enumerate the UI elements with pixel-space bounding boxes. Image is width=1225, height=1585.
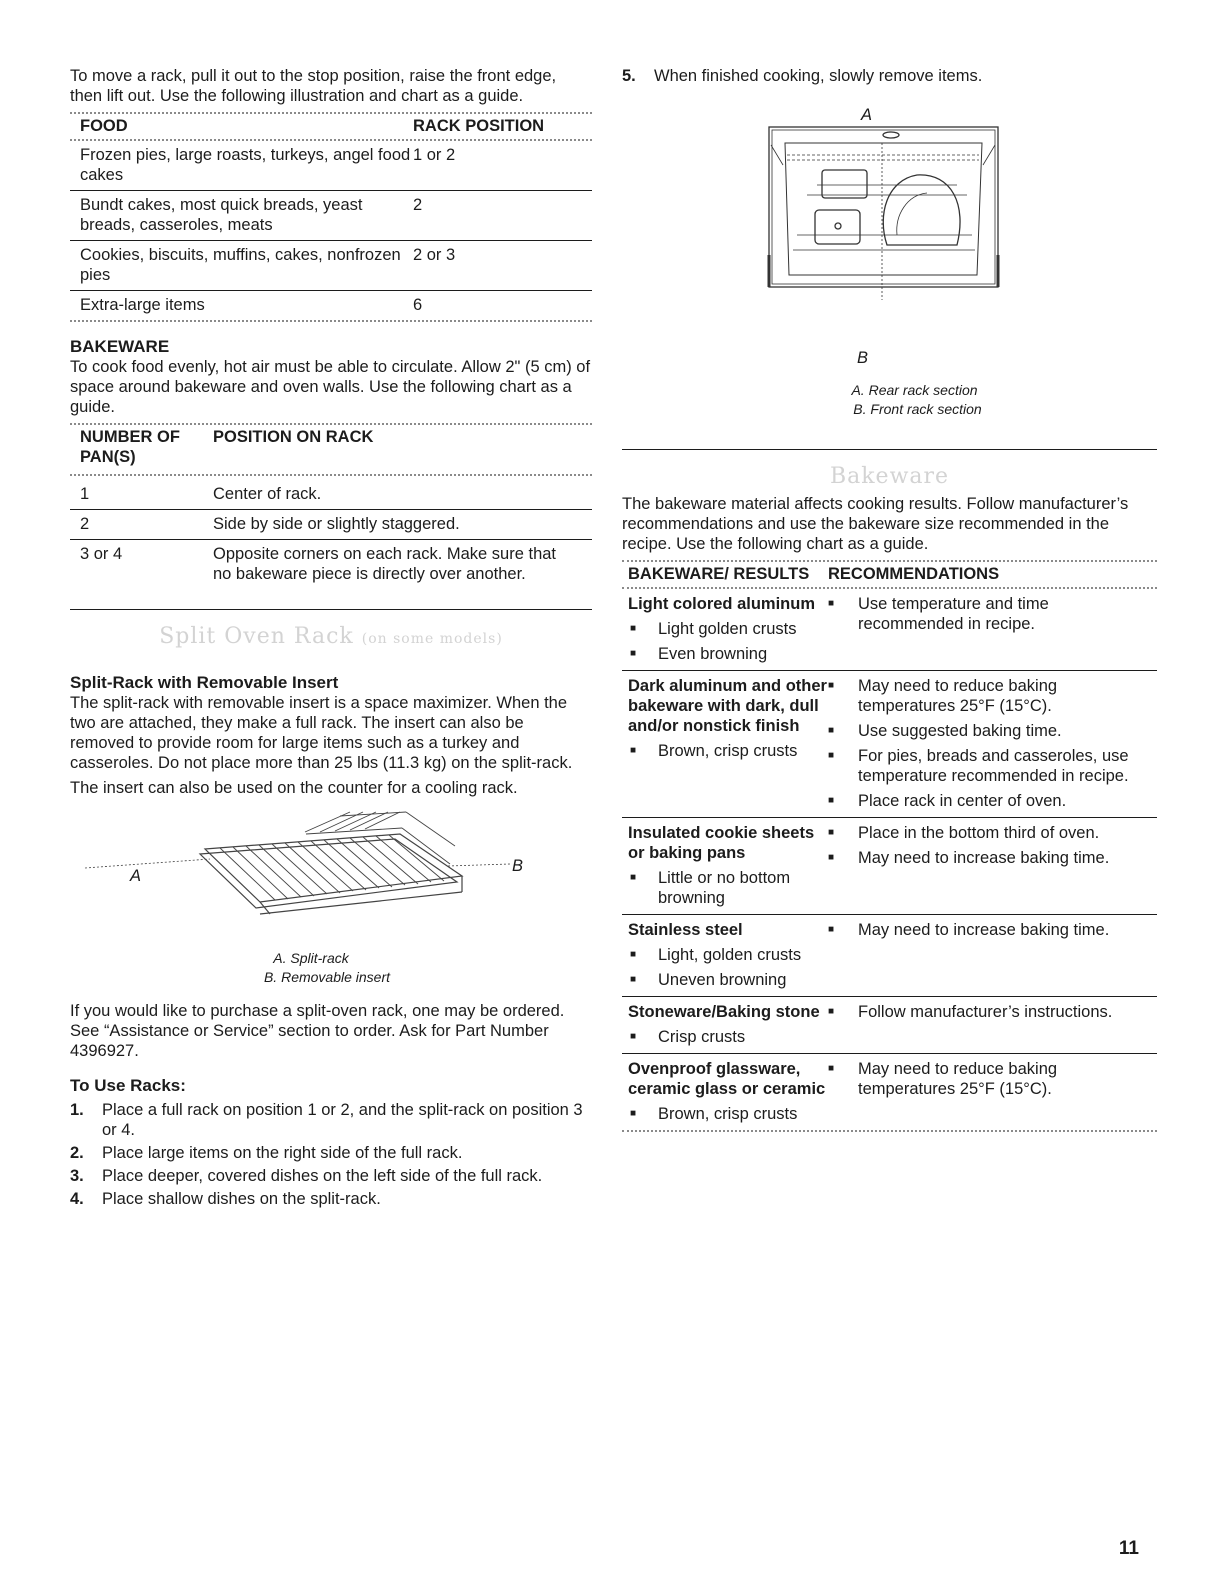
table-row (70, 476, 592, 509)
recommendation-item (828, 920, 1151, 940)
bullet-icon: ■ (828, 827, 835, 838)
bullet-icon: ■ (630, 1108, 637, 1119)
table-row (622, 589, 1157, 670)
recommendation-text: Use suggested baking time. (858, 722, 1062, 740)
bakeware-name: Stainless steel (628, 921, 743, 939)
steps-list-continued (622, 66, 1157, 86)
bullet-icon: ■ (828, 852, 835, 863)
section-title-suffix: (on some models) (361, 631, 503, 647)
result-text: Uneven browning (658, 971, 787, 989)
recommendation-item (828, 746, 1151, 786)
bakeware-name: Insulated cookie sheets or baking pans (628, 824, 815, 862)
table-row (622, 997, 1157, 1053)
recommendation-text: Place rack in center of oven. (858, 792, 1067, 810)
table-row (70, 141, 592, 190)
figure-caption-b: B. Removable insert (263, 969, 391, 985)
table-row (622, 1054, 1157, 1130)
table-row (622, 671, 1157, 817)
result-item (628, 868, 828, 908)
page-number: 11 (1118, 1538, 1139, 1559)
oven-label-a: A (861, 106, 873, 124)
recommendation-text: May need to increase baking time. (858, 921, 1110, 939)
list-item (70, 1100, 592, 1140)
bakeware-table-header (622, 562, 1157, 587)
result-text: Little or no bottom browning (658, 869, 791, 907)
bullet-icon: ■ (828, 1006, 835, 1017)
bakeware-table (622, 560, 1157, 1132)
step-number: 3. (70, 1167, 84, 1185)
step-number: 4. (70, 1190, 84, 1208)
rack-table-header (70, 114, 592, 139)
table-row (70, 291, 592, 320)
rack-intro: To move a rack, pull it out to the stop position, raise the front edge, then lift out. Use the following illustration and chart as a guide. (70, 67, 557, 105)
list-item (70, 1143, 592, 1163)
recommendation-text: Place in the bottom third of oven. (858, 824, 1100, 842)
step-text: Place deeper, covered dishes on the left side of the full rack. (102, 1167, 543, 1185)
recommendation-item (828, 791, 1151, 811)
step-number: 1. (70, 1101, 84, 1119)
oven-interior-illustration (767, 125, 1002, 325)
food-cell: Bundt cakes, most quick breads, yeast breads, casseroles, meats (80, 196, 363, 234)
split-rack-subheading: Split-Rack with Removable Insert (70, 673, 339, 692)
step-text: When finished cooking, slowly remove items. (654, 67, 983, 85)
bullet-icon: ■ (630, 1031, 637, 1042)
result-item (628, 1104, 828, 1124)
bakeware-heading: BAKEWARE (70, 337, 170, 356)
result-item (628, 970, 828, 990)
result-text: Brown, crisp crusts (658, 742, 798, 760)
recommendation-item (828, 823, 1151, 843)
recommendation-item (828, 676, 1151, 716)
split-rack-figure (70, 804, 592, 949)
section-divider (70, 609, 592, 610)
food-column-header: FOOD (80, 117, 128, 135)
list-item (70, 1166, 592, 1186)
bullet-icon: ■ (630, 974, 637, 985)
oven-caption-b: B. Front rack section (853, 401, 982, 417)
table-row (70, 510, 592, 539)
figure-label-a: A (130, 867, 142, 885)
oven-figure (622, 89, 1157, 367)
rack-position-table (70, 112, 592, 322)
left-column (70, 66, 592, 1212)
bakeware-name: Light colored aluminum (628, 595, 816, 613)
bakeware-name: Stoneware/Baking stone (628, 1003, 820, 1021)
recommendation-item (828, 1002, 1151, 1022)
table-row (622, 818, 1157, 914)
recommendation-text: Use temperature and time recommended in recipe. (858, 595, 1049, 633)
bullet-icon: ■ (828, 750, 835, 761)
pans-cell: 2 (80, 515, 90, 533)
pan-table-header (70, 425, 592, 470)
purchase-paragraph: If you would like to purchase a split-oven rack, one may be ordered. See “Assistance or Service” section to order. Ask for Part Number 4396927. (70, 1002, 565, 1060)
food-cell: Extra-large items (80, 296, 205, 314)
split-rack-illustration (70, 804, 592, 949)
list-item (622, 66, 1157, 86)
list-item (70, 1189, 592, 1209)
divider (70, 320, 592, 322)
recommendation-text: May need to increase baking time. (858, 849, 1110, 867)
result-text: Light, golden crusts (658, 946, 802, 964)
bullet-icon: ■ (828, 725, 835, 736)
position-cell: 2 (413, 196, 423, 214)
recommendations-column-header: RECOMMENDATIONS (828, 565, 1000, 583)
split-oven-rack-title (70, 622, 592, 654)
step-text: Place shallow dishes on the split-rack. (102, 1190, 381, 1208)
step-text: Place large items on the right side of the full rack. (102, 1144, 463, 1162)
position-on-rack-column-header: POSITION ON RACK (213, 428, 374, 446)
result-text: Brown, crisp crusts (658, 1105, 798, 1123)
table-row (70, 191, 592, 240)
oven-label-b: B (857, 349, 869, 367)
position-cell: Opposite corners on each rack. Make sure that no bakeware piece is directly over another. (213, 545, 557, 583)
rack-position-column-header: RACK POSITION (413, 117, 545, 135)
position-cell: Side by side or slightly staggered. (213, 515, 460, 533)
section-divider (622, 449, 1157, 450)
bakeware-results-column-header: BAKEWARE/ RESULTS (628, 565, 810, 583)
recommendation-text: May need to reduce baking temperatures 25°F (15°C). (858, 677, 1058, 715)
recommendation-item (828, 594, 1151, 634)
bullet-icon: ■ (630, 872, 637, 883)
bakeware-name: Ovenproof glassware, ceramic glass or ceramic (628, 1060, 826, 1098)
bakeware-section-title: Bakeware (829, 464, 950, 489)
position-cell: Center of rack. (213, 485, 322, 503)
result-item (628, 619, 828, 639)
recommendation-item (828, 1059, 1151, 1099)
result-item (628, 945, 828, 965)
split-rack-paragraph: The split-rack with removable insert is a space maximizer. When the two are attached, they make a full rack. The insert can also be removed to provide room for large items such as a turkey and casseroles. Do not place more than 25 lbs (11.3 kg) on the split-rack. (70, 694, 573, 772)
divider (622, 1130, 1157, 1132)
recommendation-item (828, 848, 1151, 868)
bakeware-intro: To cook food evenly, hot air must be able to circulate. Allow 2" (5 cm) of space around bakeware and oven walls. Use the following chart as a guide. (70, 358, 591, 416)
recommendation-text: For pies, breads and casseroles, use temperature recommended in recipe. (858, 747, 1129, 785)
table-row (622, 915, 1157, 996)
use-racks-heading: To Use Racks: (70, 1076, 186, 1095)
food-cell: Frozen pies, large roasts, turkeys, angel food cakes (80, 146, 411, 184)
steps-list (70, 1100, 592, 1209)
result-item (628, 741, 828, 761)
figure-label-b: B (512, 857, 524, 875)
recommendation-text: Follow manufacturer’s instructions. (858, 1003, 1113, 1021)
bullet-icon: ■ (828, 598, 835, 609)
section-title-text: Split Oven Rack (159, 624, 354, 649)
pans-cell: 1 (80, 485, 90, 503)
pans-cell: 3 or 4 (80, 545, 123, 563)
pan-position-table (70, 423, 592, 589)
step-text: Place a full rack on position 1 or 2, and the split-rack on position 3 or 4. (102, 1101, 583, 1139)
result-text: Even browning (658, 645, 768, 663)
bakeware-name: Dark aluminum and other bakeware with dark, dull and/or nonstick finish (628, 677, 827, 735)
bakeware-section-intro: The bakeware material affects cooking results. Follow manufacturer’s recommendations and use the bakeware size recommended in the recipe. Use the following chart as a guide. (622, 495, 1129, 553)
result-text: Light golden crusts (658, 620, 797, 638)
pans-column-header: NUMBER OF PAN(S) (80, 428, 180, 466)
position-cell: 2 or 3 (413, 246, 456, 264)
result-item (628, 1027, 828, 1047)
position-cell: 6 (413, 296, 423, 314)
recommendation-item (828, 721, 1151, 741)
food-cell: Cookies, biscuits, muffins, cakes, nonfrozen pies (80, 246, 401, 284)
position-cell: 1 or 2 (413, 146, 456, 164)
right-column (622, 66, 1157, 1132)
bullet-icon: ■ (828, 1063, 835, 1074)
result-text: Crisp crusts (658, 1028, 746, 1046)
step-number: 2. (70, 1144, 84, 1162)
oven-caption-a: A. Rear rack section (851, 382, 978, 398)
bullet-icon: ■ (630, 745, 637, 756)
table-row (70, 241, 592, 290)
result-item (628, 644, 828, 664)
bullet-icon: ■ (828, 680, 835, 691)
recommendation-text: May need to reduce baking temperatures 25°F (15°C). (858, 1060, 1058, 1098)
bullet-icon: ■ (630, 648, 637, 659)
figure-caption-a: A. Split-rack (273, 950, 349, 966)
bullet-icon: ■ (828, 795, 835, 806)
bullet-icon: ■ (828, 924, 835, 935)
bullet-icon: ■ (630, 949, 637, 960)
table-row (70, 540, 592, 589)
step-number: 5. (622, 67, 636, 85)
bullet-icon: ■ (630, 623, 637, 634)
cooling-rack-paragraph: The insert can also be used on the counter for a cooling rack. (70, 779, 518, 797)
